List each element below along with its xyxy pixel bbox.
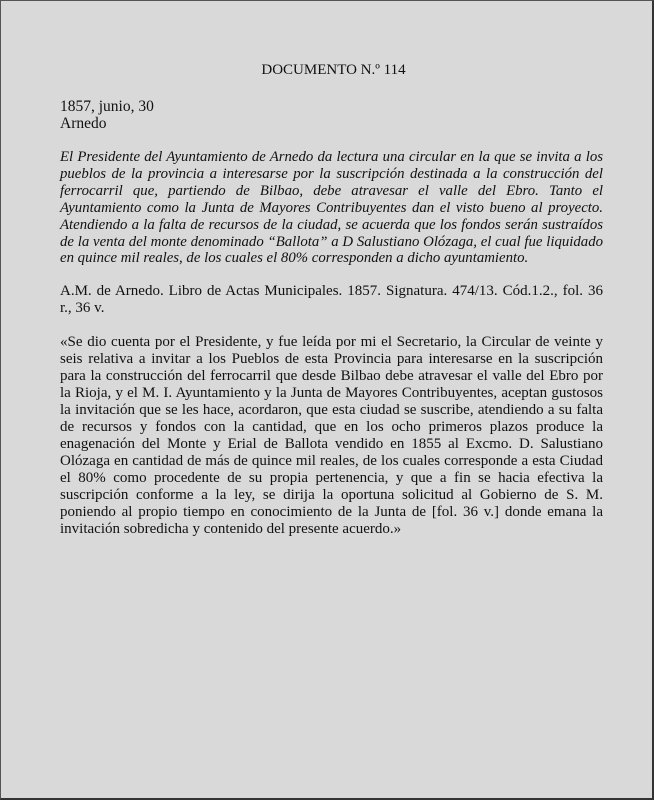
document-date: 1857, junio, 30 bbox=[60, 98, 154, 115]
document-place: Arnedo bbox=[60, 115, 107, 132]
document-summary: El Presidente del Ayuntamiento de Arnedo da lectura una circular en la que se invita a los pueblos de la provincia a interesarse por la suscripción destinada a la construcción del ferrocarril que, partiendo de Bilbao, debe atravesar el valle del Ebro. Tanto el Ayuntamiento como la Junta de Mayores Contribuyentes dan el visto bueno al proyecto. Atendiendo a la falta de recursos de la ciudad, se acuerda que los fondos serán sustraídos de la venta del monte denominado “Ballota” a D Salustiano Olózaga, el cual fue liquidado en quince mil reales, de los cuales el 80% corresponden a dicho ayuntamiento. bbox=[60, 149, 603, 267]
archival-reference: A.M. de Arnedo. Libro de Actas Municipales. 1857. Signatura. 474/13. Cód.1.2., fol. 36 r., 36 v. bbox=[60, 283, 603, 317]
document-title: DOCUMENTO N.º 114 bbox=[261, 62, 406, 78]
document-content bbox=[60, 61, 603, 538]
document-transcription: «Se dio cuenta por el Presidente, y fue leída por mi el Secretario, la Circular de veinte y seis relativa a invitar a los Pueblos de esta Provincia para interesarse en la suscripción para la construcción del ferrocarril que desde Bilbao debe atravesar el valle del Ebro por la Rioja, y el M. I. Ayuntamiento y la Junta de Mayores Contribuyentes, aceptan gustosos la invitación que se les hace, acordaron, que esta ciudad se suscribe, atendiendo a su falta de recursos y fondos con la cantidad, que en los ocho primeros plazos produce la enagenación del Monte y Erial de Ballota vendido en 1855 al Excmo. D. Salustiano Olózaga en cantidad de más de quince mil reales, de los cuales corresponde a esta Ciudad el 80% como procedente de su propia pertenencia, y que a fin se hacia efectiva la suscripción conforme a la ley, se dirija la oportuna solicitud al Gobierno de S. M. poniendo al propio tiempo en conocimiento de la Junta de [fol. 36 v.] donde emana la invitación sobredicha y contenido del presente acuerdo.» bbox=[60, 334, 603, 538]
